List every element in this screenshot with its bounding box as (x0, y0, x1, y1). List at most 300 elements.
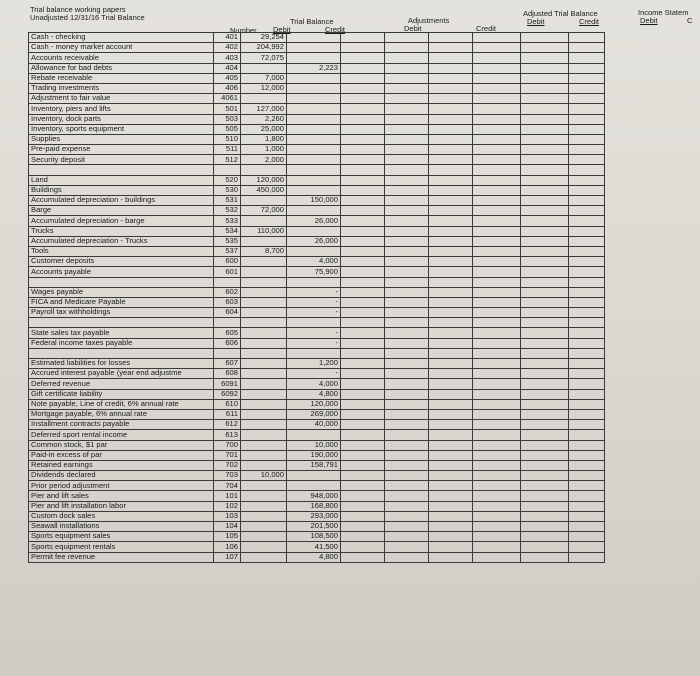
empty-cell (521, 33, 569, 43)
empty-cell (473, 460, 521, 470)
spacer-cell (385, 277, 429, 287)
empty-cell (521, 145, 569, 155)
number-cell: 6091 (214, 379, 241, 389)
account-cell: Permit fee revenue (29, 552, 214, 562)
empty-cell (429, 216, 473, 226)
spacer-cell (569, 318, 605, 328)
number-cell: 107 (214, 552, 241, 562)
table-row (29, 83, 605, 93)
empty-cell (429, 460, 473, 470)
empty-cell (521, 216, 569, 226)
empty-cell (429, 511, 473, 521)
empty-cell (385, 287, 429, 297)
empty-cell (569, 359, 605, 369)
debit-cell (241, 338, 287, 348)
table-row (29, 196, 605, 206)
empty-cell (385, 63, 429, 73)
table-row (29, 226, 605, 236)
empty-cell (341, 297, 385, 307)
empty-cell (521, 63, 569, 73)
debit-cell: 1,000 (241, 145, 287, 155)
spacer-cell (473, 348, 521, 358)
empty-cell (385, 206, 429, 216)
debit-cell (241, 297, 287, 307)
credit-cell (287, 145, 341, 155)
empty-cell (521, 83, 569, 93)
empty-cell (385, 145, 429, 155)
empty-cell (473, 409, 521, 419)
empty-cell (341, 114, 385, 124)
account-cell: Supplies (29, 134, 214, 144)
empty-cell (521, 185, 569, 195)
account-cell: Accumulated depreciation - barge (29, 216, 214, 226)
debit-cell (241, 216, 287, 226)
empty-cell (429, 389, 473, 399)
table-row (29, 134, 605, 144)
header-adj-credit: Credit (476, 24, 497, 33)
empty-cell (521, 369, 569, 379)
empty-cell (429, 399, 473, 409)
debit-cell (241, 63, 287, 73)
empty-cell (569, 206, 605, 216)
account-cell: Gift certificate liability (29, 389, 214, 399)
table-row (29, 389, 605, 399)
account-cell: Tools (29, 246, 214, 256)
debit-cell: 110,000 (241, 226, 287, 236)
table-row (29, 450, 605, 460)
credit-cell: 1,200 (287, 359, 341, 369)
empty-cell (385, 409, 429, 419)
debit-cell (241, 481, 287, 491)
account-cell: Barge (29, 206, 214, 216)
empty-cell (429, 552, 473, 562)
table-row (29, 491, 605, 501)
number-cell: 512 (214, 155, 241, 165)
empty-cell (569, 114, 605, 124)
empty-cell (341, 481, 385, 491)
table-row (29, 420, 605, 430)
empty-cell (429, 33, 473, 43)
empty-cell (341, 124, 385, 134)
empty-cell (521, 206, 569, 216)
empty-cell (429, 83, 473, 93)
empty-cell (429, 308, 473, 318)
table-row (29, 114, 605, 124)
account-cell: Mortgage payable, 6% annual rate (29, 409, 214, 419)
empty-cell (341, 33, 385, 43)
table-row (29, 257, 605, 267)
table-row (29, 440, 605, 450)
empty-cell (341, 145, 385, 155)
empty-cell (385, 389, 429, 399)
empty-cell (569, 73, 605, 83)
credit-cell (287, 246, 341, 256)
number-cell: 613 (214, 430, 241, 440)
spacer-cell (214, 348, 241, 358)
empty-cell (385, 501, 429, 511)
table-row (29, 236, 605, 246)
empty-cell (385, 542, 429, 552)
account-cell: Pre-paid expense (29, 145, 214, 155)
account-cell: Cash - money market account (29, 43, 214, 53)
table-row (29, 206, 605, 216)
number-cell: 102 (214, 501, 241, 511)
empty-cell (429, 287, 473, 297)
empty-cell (385, 83, 429, 93)
empty-cell (473, 175, 521, 185)
empty-cell (429, 43, 473, 53)
number-cell: 531 (214, 196, 241, 206)
empty-cell (521, 440, 569, 450)
credit-cell (287, 226, 341, 236)
credit-cell: 201,500 (287, 522, 341, 532)
empty-cell (429, 155, 473, 165)
account-cell: FICA and Medicare Payable (29, 297, 214, 307)
spacer-cell (341, 165, 385, 175)
empty-cell (521, 399, 569, 409)
empty-cell (569, 552, 605, 562)
empty-cell (385, 226, 429, 236)
header-adjusted-trial-balance: Adjusted Trial Balance (523, 9, 598, 18)
empty-cell (569, 542, 605, 552)
empty-cell (473, 297, 521, 307)
empty-cell (429, 196, 473, 206)
credit-cell: - (287, 287, 341, 297)
table-row (29, 328, 605, 338)
spacer-cell (429, 348, 473, 358)
table-row (29, 542, 605, 552)
credit-cell: 4,000 (287, 379, 341, 389)
debit-cell (241, 511, 287, 521)
debit-cell (241, 389, 287, 399)
number-cell: 610 (214, 399, 241, 409)
header-adj-debit: Debit (404, 24, 422, 33)
spacer-cell (29, 348, 214, 358)
group-spacer-row (29, 348, 605, 358)
empty-cell (385, 216, 429, 226)
empty-cell (569, 471, 605, 481)
spacer-cell (521, 165, 569, 175)
spacer-cell (287, 318, 341, 328)
spacer-cell (287, 348, 341, 358)
empty-cell (521, 379, 569, 389)
credit-cell (287, 175, 341, 185)
empty-cell (473, 338, 521, 348)
spacer-cell (521, 348, 569, 358)
debit-cell: 120,000 (241, 175, 287, 185)
empty-cell (569, 83, 605, 93)
empty-cell (473, 399, 521, 409)
empty-cell (521, 124, 569, 134)
number-cell: 608 (214, 369, 241, 379)
credit-cell: 120,000 (287, 399, 341, 409)
spacer-cell (341, 348, 385, 358)
spacer-cell (385, 165, 429, 175)
account-cell: Wages payable (29, 287, 214, 297)
empty-cell (569, 430, 605, 440)
empty-cell (569, 94, 605, 104)
account-cell: Accounts payable (29, 267, 214, 277)
spacer-cell (29, 165, 214, 175)
account-cell: State sales tax payable (29, 328, 214, 338)
debit-cell (241, 552, 287, 562)
empty-cell (385, 114, 429, 124)
empty-cell (569, 491, 605, 501)
empty-cell (341, 308, 385, 318)
sheet-title: Trial balance working papers (30, 5, 126, 14)
table-row (29, 246, 605, 256)
debit-cell (241, 379, 287, 389)
empty-cell (341, 185, 385, 195)
empty-cell (569, 196, 605, 206)
empty-cell (429, 53, 473, 63)
debit-cell (241, 399, 287, 409)
debit-cell (241, 196, 287, 206)
credit-cell (287, 134, 341, 144)
debit-cell (241, 440, 287, 450)
credit-cell: 168,800 (287, 501, 341, 511)
empty-cell (521, 328, 569, 338)
empty-cell (569, 246, 605, 256)
number-cell: 511 (214, 145, 241, 155)
empty-cell (385, 338, 429, 348)
empty-cell (473, 185, 521, 195)
header-adjustments: Adjustments (408, 16, 450, 25)
account-cell: Land (29, 175, 214, 185)
debit-cell (241, 501, 287, 511)
account-cell: Accounts receivable (29, 53, 214, 63)
empty-cell (473, 83, 521, 93)
empty-cell (473, 471, 521, 481)
table-row (29, 267, 605, 277)
empty-cell (429, 134, 473, 144)
empty-cell (521, 155, 569, 165)
empty-cell (429, 430, 473, 440)
debit-cell (241, 267, 287, 277)
empty-cell (473, 491, 521, 501)
spacer-cell (287, 277, 341, 287)
empty-cell (569, 236, 605, 246)
empty-cell (521, 257, 569, 267)
empty-cell (569, 257, 605, 267)
empty-cell (385, 308, 429, 318)
header-income-statement: Income Statem (638, 8, 689, 17)
empty-cell (521, 236, 569, 246)
table-row (29, 308, 605, 318)
credit-cell (287, 53, 341, 63)
empty-cell (521, 297, 569, 307)
header-atb-credit: Credit (579, 17, 600, 26)
empty-cell (341, 236, 385, 246)
account-cell: Sports equipment rentals (29, 542, 214, 552)
number-cell: 611 (214, 409, 241, 419)
empty-cell (429, 450, 473, 460)
account-cell: Payroll tax withholdings (29, 308, 214, 318)
empty-cell (473, 511, 521, 521)
empty-cell (341, 287, 385, 297)
number-cell: 530 (214, 185, 241, 195)
table-row (29, 481, 605, 491)
empty-cell (429, 257, 473, 267)
empty-cell (569, 420, 605, 430)
account-cell: Note payable, Line of credit, 6% annual rate (29, 399, 214, 409)
empty-cell (521, 94, 569, 104)
empty-cell (473, 522, 521, 532)
account-cell: Inventory, sports equipment (29, 124, 214, 134)
number-cell: 4061 (214, 94, 241, 104)
empty-cell (521, 338, 569, 348)
empty-cell (429, 359, 473, 369)
number-cell: 600 (214, 257, 241, 267)
debit-cell: 2,000 (241, 155, 287, 165)
table-row (29, 145, 605, 155)
empty-cell (429, 185, 473, 195)
table-row (29, 511, 605, 521)
spacer-cell (287, 165, 341, 175)
empty-cell (341, 522, 385, 532)
number-cell: 105 (214, 532, 241, 542)
empty-cell (521, 491, 569, 501)
empty-cell (385, 420, 429, 430)
number-cell: 537 (214, 246, 241, 256)
table-row (29, 430, 605, 440)
number-cell: 104 (214, 522, 241, 532)
spacer-cell (29, 318, 214, 328)
empty-cell (473, 43, 521, 53)
empty-cell (473, 94, 521, 104)
trial-balance-table (28, 32, 605, 563)
empty-cell (385, 104, 429, 114)
empty-cell (341, 73, 385, 83)
empty-cell (341, 379, 385, 389)
empty-cell (341, 430, 385, 440)
empty-cell (569, 226, 605, 236)
spacer-cell (341, 277, 385, 287)
credit-cell (287, 430, 341, 440)
empty-cell (429, 501, 473, 511)
empty-cell (569, 63, 605, 73)
empty-cell (341, 206, 385, 216)
account-cell: Common stock, $1 par (29, 440, 214, 450)
empty-cell (385, 522, 429, 532)
table-row (29, 297, 605, 307)
empty-cell (341, 63, 385, 73)
spacer-cell (241, 318, 287, 328)
number-cell: 702 (214, 460, 241, 470)
number-cell: 534 (214, 226, 241, 236)
empty-cell (521, 267, 569, 277)
empty-cell (341, 542, 385, 552)
header-atb-debit: Debit (527, 17, 545, 26)
credit-cell: 40,000 (287, 420, 341, 430)
account-cell: Installment contracts payable (29, 420, 214, 430)
number-cell: 101 (214, 491, 241, 501)
empty-cell (341, 552, 385, 562)
account-cell: Estimated liabilities for losses (29, 359, 214, 369)
table-row (29, 471, 605, 481)
credit-cell: 158,791 (287, 460, 341, 470)
sheet-subtitle: Unadjusted 12/31/16 Trial Balance (30, 13, 145, 22)
empty-cell (521, 409, 569, 419)
number-cell: 401 (214, 33, 241, 43)
empty-cell (473, 481, 521, 491)
empty-cell (521, 460, 569, 470)
header-tb-debit: Debit (273, 25, 291, 34)
number-cell: 602 (214, 287, 241, 297)
debit-cell (241, 308, 287, 318)
debit-cell (241, 328, 287, 338)
empty-cell (385, 491, 429, 501)
empty-cell (473, 104, 521, 114)
table-row (29, 532, 605, 542)
table-row (29, 124, 605, 134)
number-cell: 404 (214, 63, 241, 73)
empty-cell (569, 522, 605, 532)
spacer-cell (214, 277, 241, 287)
empty-cell (473, 33, 521, 43)
account-cell: Accrued interest payable (year end adjustme (29, 369, 214, 379)
empty-cell (429, 491, 473, 501)
spacer-cell (473, 318, 521, 328)
empty-cell (341, 450, 385, 460)
account-cell: Deferred revenue (29, 379, 214, 389)
empty-cell (341, 460, 385, 470)
debit-cell (241, 94, 287, 104)
empty-cell (341, 532, 385, 542)
account-cell: Security deposit (29, 155, 214, 165)
credit-cell: 948,000 (287, 491, 341, 501)
debit-cell: 7,000 (241, 73, 287, 83)
empty-cell (429, 73, 473, 83)
empty-cell (473, 287, 521, 297)
empty-cell (569, 287, 605, 297)
empty-cell (341, 501, 385, 511)
debit-cell (241, 542, 287, 552)
empty-cell (385, 471, 429, 481)
empty-cell (473, 63, 521, 73)
empty-cell (341, 83, 385, 93)
empty-cell (341, 267, 385, 277)
empty-cell (473, 73, 521, 83)
number-cell: 612 (214, 420, 241, 430)
account-cell: Accumulated depreciation - Trucks (29, 236, 214, 246)
credit-cell: 4,800 (287, 389, 341, 399)
debit-cell: 2,260 (241, 114, 287, 124)
spacer-cell (385, 318, 429, 328)
empty-cell (521, 511, 569, 521)
empty-cell (385, 369, 429, 379)
credit-cell (287, 471, 341, 481)
empty-cell (341, 175, 385, 185)
empty-cell (385, 236, 429, 246)
empty-cell (521, 104, 569, 114)
empty-cell (341, 511, 385, 521)
empty-cell (521, 134, 569, 144)
empty-cell (473, 389, 521, 399)
credit-cell: 150,000 (287, 196, 341, 206)
number-cell: 405 (214, 73, 241, 83)
number-cell: 606 (214, 338, 241, 348)
credit-cell: 2,223 (287, 63, 341, 73)
empty-cell (385, 379, 429, 389)
empty-cell (385, 267, 429, 277)
table-row (29, 460, 605, 470)
account-cell: Pier and lift sales (29, 491, 214, 501)
account-cell: Custom dock sales (29, 511, 214, 521)
empty-cell (429, 369, 473, 379)
spacer-cell (429, 277, 473, 287)
credit-cell (287, 155, 341, 165)
